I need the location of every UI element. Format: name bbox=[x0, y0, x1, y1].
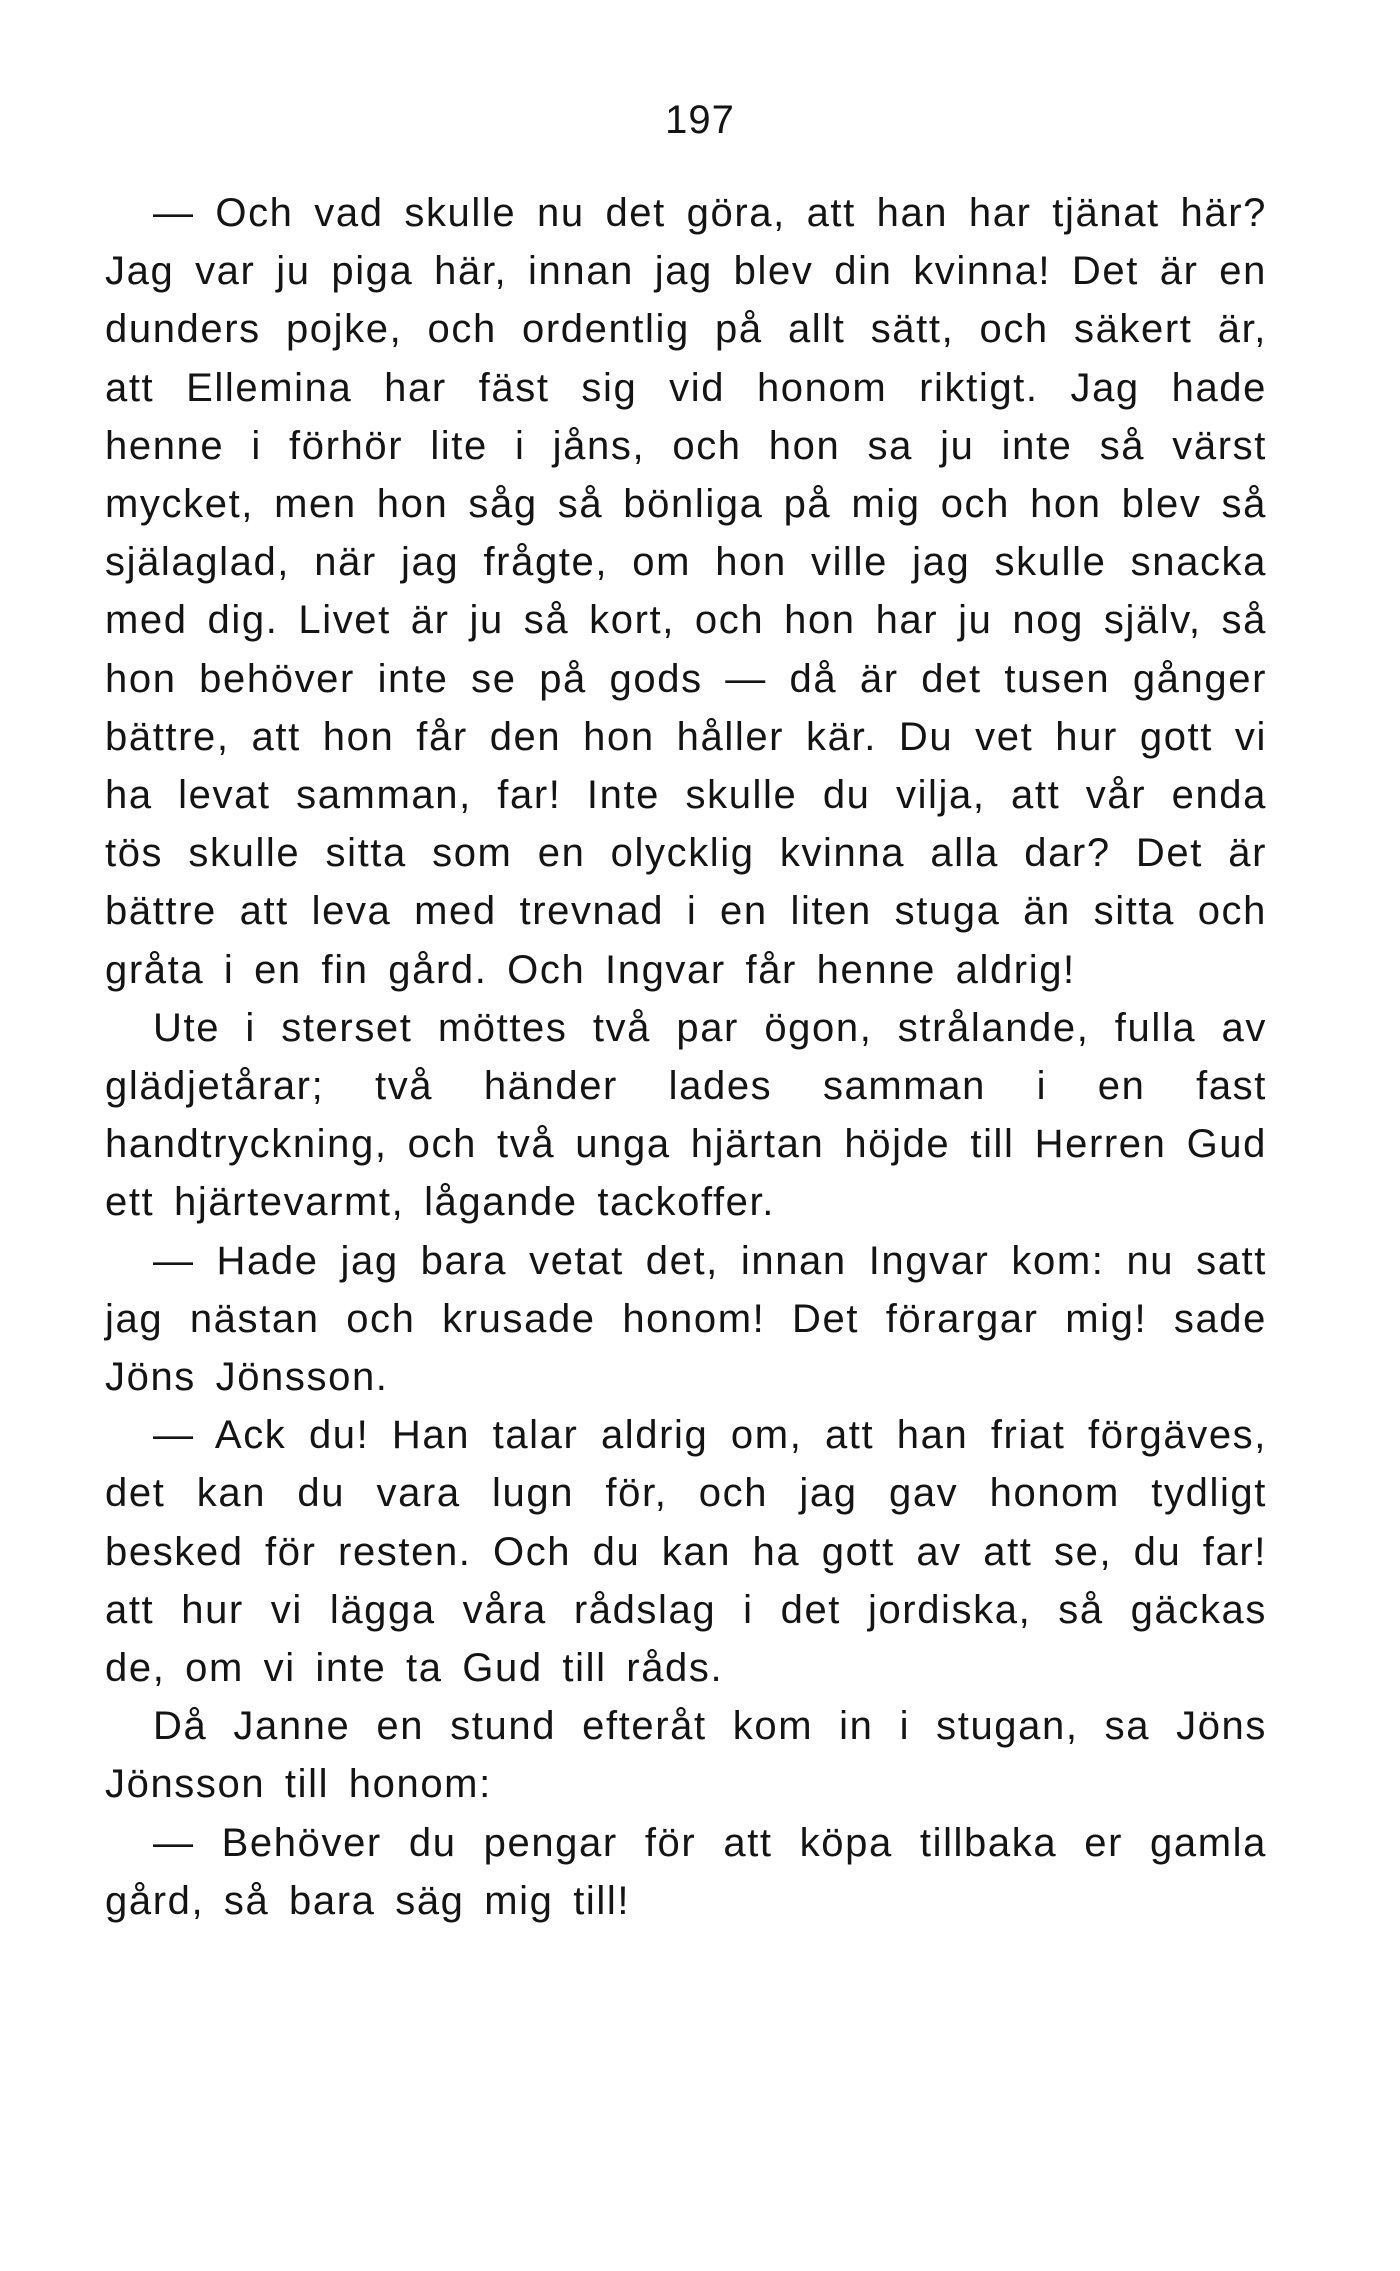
paragraph-6: — Behöver du pengar för att köpa tillbaka er gamla gård, så bara säg mig till! bbox=[105, 1820, 1267, 1923]
body-text bbox=[105, 184, 1267, 1930]
paragraph-2: Ute i sterset möttes två par ögon, strålande, fulla av glädjetårar; två händer lades samman i en fast handtryckning, och två unga hjärtan höjde till Herren Gud ett hjärtevarmt, lågande tackoffer. bbox=[105, 1005, 1267, 1225]
paragraph-4: — Ack du! Han talar aldrig om, att han friat förgäves, det kan du vara lugn för, och jag gav honom tydligt besked för resten. Och du kan ha gott av att se, du far! att hur vi lägga våra rådslag i det jordiska, så gäckas de, om vi inte ta Gud till råds. bbox=[105, 1413, 1267, 1691]
page-number: 197 bbox=[665, 98, 735, 142]
paragraph-3: — Hade jag bara vetat det, innan Ingvar kom: nu satt jag nästan och krusade honom! Det förargar mig! sade Jöns Jönsson. bbox=[105, 1238, 1267, 1400]
paragraph-1: — Och vad skulle nu det göra, att han har tjänat här? Jag var ju piga här, innan jag blev din kvinna! Det är en dunders pojke, och ordentlig på allt sätt, och säkert är, att Ellemina har fäst sig vid honom riktigt. Jag hade henne i förhör lite i jåns, och hon sa ju inte så värst mycket, men hon såg så bönliga på mig och hon blev så själaglad, när jag frågte, om hon ville jag skulle snacka med dig. Livet är ju så kort, och hon har ju nog själv, så hon behöver inte se på gods — då är det tusen gånger bättre, att hon får den hon håller kär. Du vet hur gott vi ha levat samman, far! Inte skulle du vilja, att vår enda tös skulle sitta som en olycklig kvinna alla dar? Det är bättre att leva med trevnad i en liten stuga än sitta och gråta i en fin gård. Och Ingvar får henne aldrig! bbox=[105, 191, 1267, 992]
paragraph-5: Då Janne en stund efteråt kom in i stugan, sa Jöns Jönsson till honom: bbox=[105, 1704, 1267, 1807]
